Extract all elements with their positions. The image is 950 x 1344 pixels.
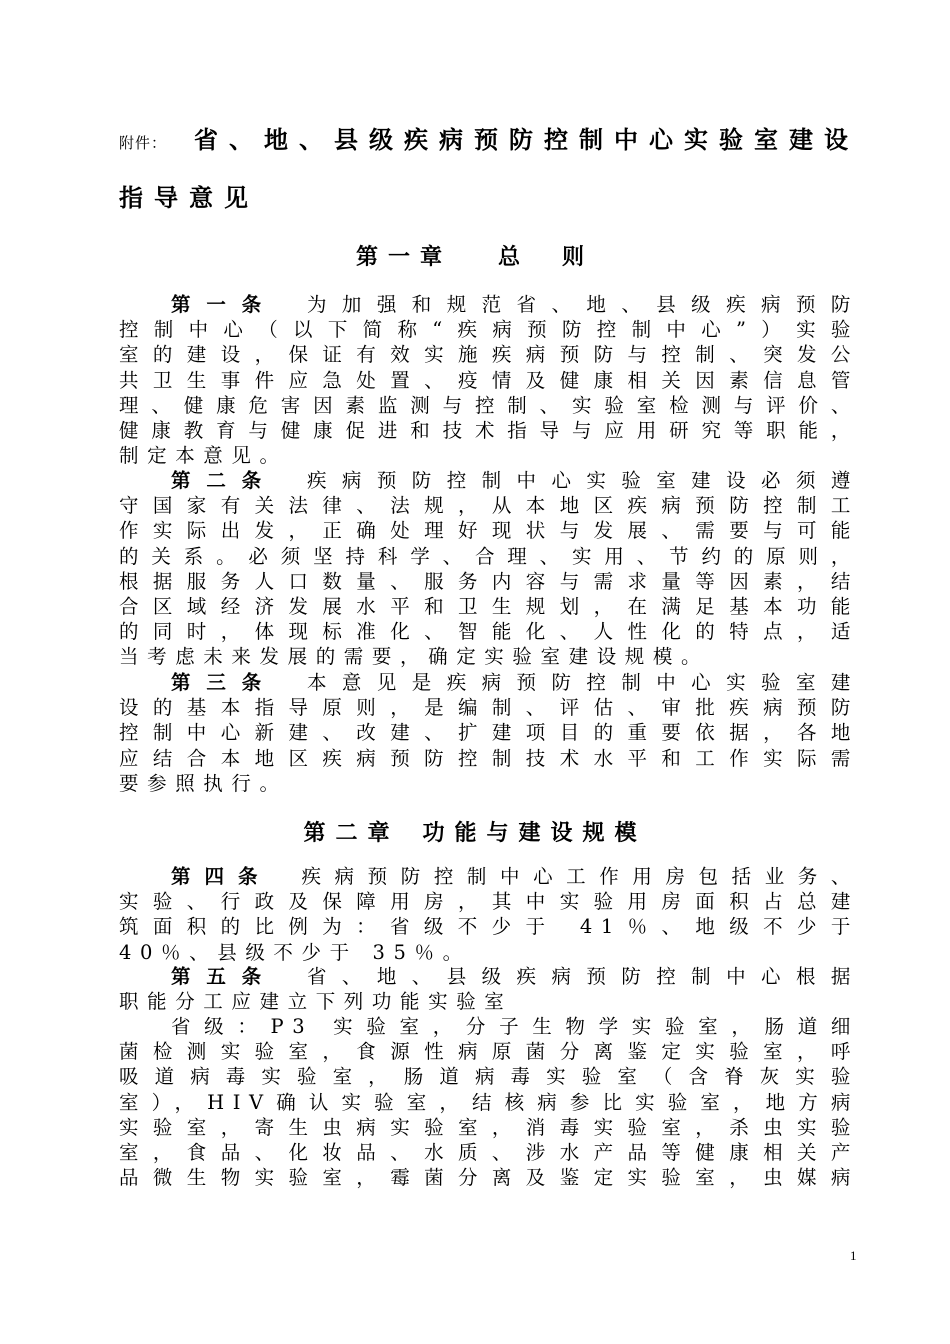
article-line: 设的基本指导原则，是编制、评估、审批疾病预防 (119, 696, 859, 720)
chapter-number: 第一章 (356, 245, 453, 270)
page-number: 1 (850, 1248, 857, 1263)
article-line: 当考虑未来发展的需要，确定实验室建设规模。 (119, 645, 710, 669)
article-line: 根据服务人口数量、服务内容与需求量等因素，结 (119, 569, 859, 593)
article-line: 控制中心新建、改建、扩建项目的重要依据，各地 (119, 721, 859, 745)
article-1 (119, 292, 859, 468)
article-2 (119, 468, 859, 670)
article-3 (119, 670, 859, 796)
province-level-labs (119, 1014, 859, 1190)
article-line: 40％、县级不少于 35％。 (119, 940, 471, 964)
article-line: 的关系。必须坚持科学、合理、实用、节约的原则， (119, 544, 859, 568)
article-4 (119, 864, 859, 965)
article-line: 控制中心（以下简称“疾病预防控制中心”）实验 (119, 318, 859, 342)
article-line: 实验室，寄生虫病实验室，消毒实验室，杀虫实验 (119, 1115, 859, 1139)
document-title-block (119, 120, 859, 213)
article-line: 作实际出发，正确处理好现状与发展、需要与可能 (119, 519, 859, 543)
article-line: 实验、行政及保障用房，其中实验用房面积占总建 (119, 890, 859, 914)
article-line: 室），HIV确认实验室，结核病参比实验室，地方病 (119, 1090, 859, 1114)
article-line: 职能分工应建立下列功能实验室 (119, 990, 513, 1014)
article-line (119, 864, 859, 889)
article-line: 品微生物实验室，霉菌分离及鉴定实验室，虫媒病 (119, 1166, 859, 1190)
article-line: 理、健康危害因素监测与控制、实验室检测与评价、 (119, 393, 859, 417)
article-line: 健康教育与健康促进和技术指导与应用研究等职能， (119, 419, 859, 443)
article-line: 要参照执行。 (119, 771, 288, 795)
title-line-1 (119, 120, 859, 166)
article-label: 第二条 (171, 469, 277, 492)
article-line: 守国家有关法律、法规，从本地区疾病预防控制工 (119, 494, 859, 518)
article-line: 的同时，体现标准化、智能化、人性化的特点，适 (119, 620, 859, 644)
attachment-label: 附件： (119, 134, 168, 152)
article-line: 菌检测实验室，食源性病原菌分离鉴定实验室，呼 (119, 1040, 859, 1064)
article-line: 合区域经济发展水平和卫生规划，在满足基本功能 (119, 595, 859, 619)
chapter-1-heading (0, 240, 950, 271)
article-line: 共卫生事件应急处置、疫情及健康相关因素信息管 (119, 368, 859, 392)
article-text: 省级：P3 实验室，分子生物学实验室，肠道细 (171, 1015, 859, 1038)
article-line (119, 292, 859, 317)
article-text: 省、地、县级疾病预防控制中心根据 (306, 965, 859, 988)
article-line: 制定本意见。 (119, 444, 288, 468)
article-text: 疾病预防控制中心实验室建设必须遵 (306, 469, 859, 492)
article-label: 第四条 (171, 865, 272, 888)
article-line: 筑面积的比例为：省级不少于 41％、地级不少于 (119, 915, 859, 939)
article-label: 第三条 (171, 671, 277, 694)
article-label: 第一条 (171, 293, 277, 316)
article-line (119, 1014, 859, 1039)
chapter-name: 功能与建设规模 (422, 821, 647, 846)
chapter-name: 总 则 (497, 245, 594, 270)
chapter-number: 第二章 (303, 821, 400, 846)
document-title-continued: 指导意见 (119, 184, 259, 212)
article-line (119, 468, 859, 493)
document-title: 省、地、县级疾病预防控制中心实验室建设 (194, 126, 859, 154)
chapter-2-heading (0, 816, 950, 847)
article-5 (119, 964, 859, 1014)
article-line (119, 670, 859, 695)
article-text: 为加强和规范省、地、县级疾病预防 (306, 293, 859, 316)
article-label: 第五条 (171, 965, 277, 988)
article-text: 疾病预防控制中心工作用房包括业务、 (301, 865, 859, 888)
article-line: 吸道病毒实验室，肠道病毒实验室（含脊灰实验 (119, 1065, 859, 1089)
article-line: 室，食品、化妆品、水质、涉水产品等健康相关产 (119, 1141, 859, 1165)
article-line (119, 964, 859, 989)
article-text: 本意见是疾病预防控制中心实验室建 (306, 671, 859, 694)
article-line: 室的建设，保证有效实施疾病预防与控制、突发公 (119, 343, 859, 367)
article-line: 应结合本地区疾病预防控制技术水平和工作实际需 (119, 746, 859, 770)
